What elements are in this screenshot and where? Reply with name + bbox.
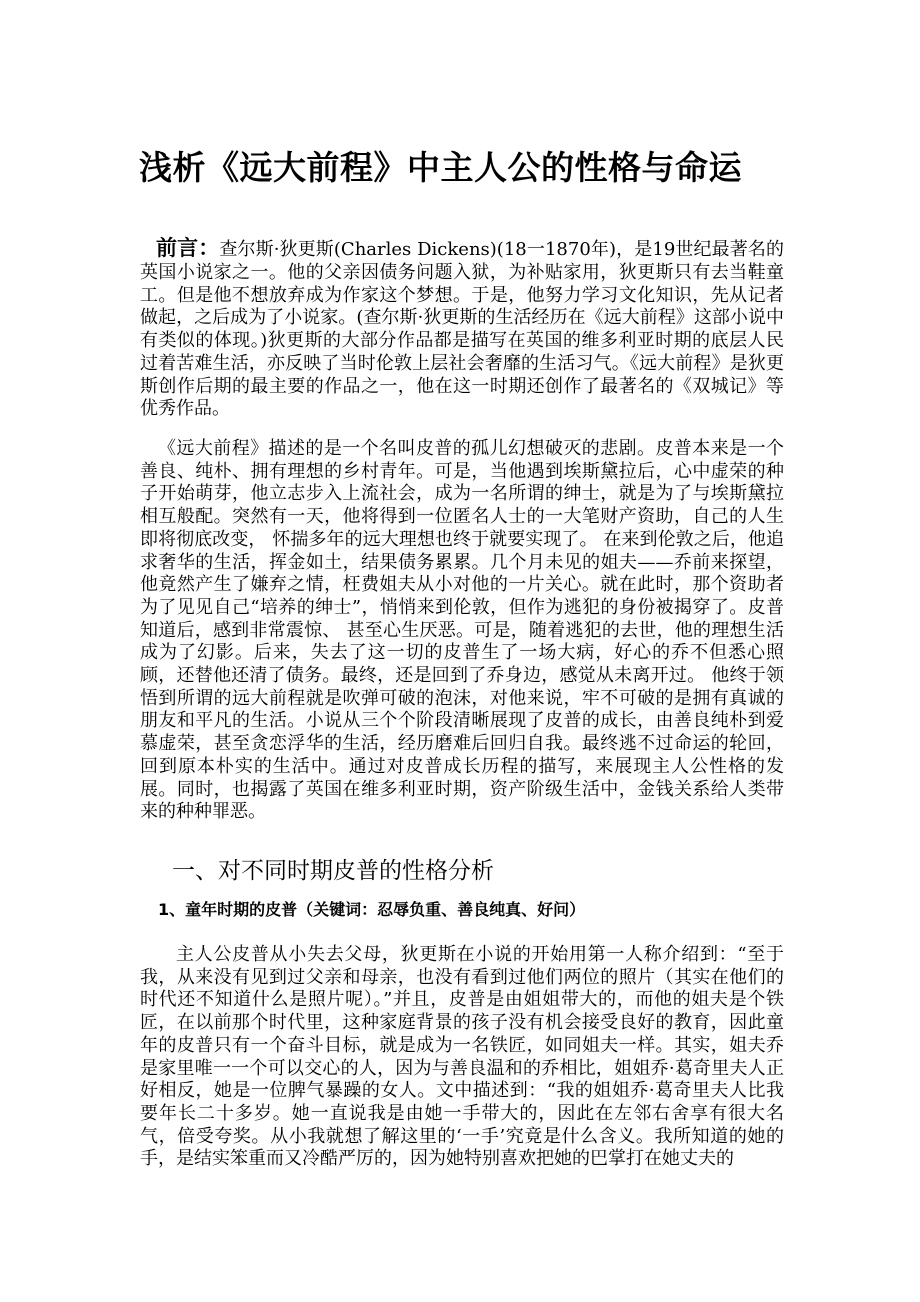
preface-paragraph — [140, 234, 784, 421]
section-heading: 一、对不同时期皮普的性格分析 — [172, 858, 494, 884]
subsection-heading: 1、童年时期的皮普（关键词：忍辱负重、善良纯真、好问） — [158, 900, 586, 919]
document-title: 浅析《远大前程》中主人公的性格与命运 — [139, 148, 742, 187]
summary-paragraph: 《远大前程》描述的是一个名叫皮普的孤儿幻想破灭的悲剧。皮普本来是一个善良、纯朴、拥有理想的乡村青年。可是，当他遇到埃斯黛拉后，心中虚荣的种子开始萌芽，他立志步入上流社会，成为一名所谓的绅士，就是为了与埃斯黛拉相互般配。突然有一天，他将得到一位匿名人士的一大笔财产资助，自己的人生即将彻底改变， 怀揣多年的远大理想也终于就要实现了。 在来到伦敦之后，他追求奢华的生活，挥金如土，结果债务累累。几个月未见的姐夫——乔前来探望，他竟然产生了嫌弃之情，枉费姐夫从小对他的一片关心。就在此时，那个资助者为了见见自己“培养的绅士”，悄悄来到伦敦，但作为逃犯的身份被揭穿了。皮普知道后，感到非常震惊、 甚至心生厌恶。可是，随着逃犯的去世，他的理想生活成为了幻影。后来，失去了这一切的皮普生了一场大病，好心的乔不但悉心照顾，还替他还清了债务。最终，还是回到了乔身边，感觉从未离开过。 他终于领悟到所谓的远大前程就是吹弹可破的泡沫，对他来说，牢不可破的是拥有真诚的朋友和平凡的生活。小说从三个个阶段清晰展现了皮普的成长，由善良纯朴到爱慕虚荣，甚至贪恋浮华的生活，经历磨难后回归自我。最终逃不过命运的轮回，回到原本朴实的生活中。通过对皮普成长历程的描写，来展现主人公性格的发展。同时，也揭露了英国在维多利亚时期，资产阶级生活中，金钱关系给人类带来的种种罪恶。 — [140, 438, 784, 823]
childhood-paragraph: 主人公皮普从小失去父母，狄更斯在小说的开始用第一人称介绍到：“至于我，从来没有见到过父亲和母亲，也没有看到过他们两位的照片（其实在他们的时代还不知道什么是照片呢）。”并且，皮普是由姐姐带大的，而他的姐夫是个铁匠，在以前那个时代里，这种家庭背景的孩子没有机会接受良好的教育，因此童年的皮普只有一个奋斗目标，就是成为一名铁匠，如同姐夫一样。其实，姐夫乔是家里唯一一个可以交心的人，因为与善良温和的乔相比，姐姐乔·葛奇里夫人正好相反，她是一位脾气暴躁的女人。文中描述到：“我的姐姐乔·葛奇里夫人比我要年长二十多岁。她一直说我是由她一手带大的，因此在左邻右舍享有很大名气，倍受夸奖。从小我就想了解这里的‘一手’究竟是什么含义。我所知道的她的手，是结实笨重而又冷酷严厉的，因为她特别喜欢把她的巴掌打在她丈夫的 — [140, 944, 784, 1170]
preface-text: 查尔斯·狄更斯(Charles Dickens)(18一1870年)，是19世纪最著名的英国小说家之一。他的父亲因债务问题入狱，为补贴家用，狄更斯只有去当鞋童工。但是他不想放弃成为作家这个梦想。于是，他努力学习文化知识，先从记者做起，之后成为了小说家。(查尔斯·狄更斯的生活经历在《远大前程》这部小说中有类似的体现。)狄更斯的大部分作品都是描写在英国的维多利亚时期的底层人民过着苦难生活，亦反映了当时伦敦上层社会奢靡的生活习气。《远大前程》是狄更斯创作后期的最主要的作品之一，他在这一时期还创作了最著名的《双城记》等优秀作品。 — [140, 239, 785, 420]
preface-label: 前言： — [156, 236, 220, 260]
